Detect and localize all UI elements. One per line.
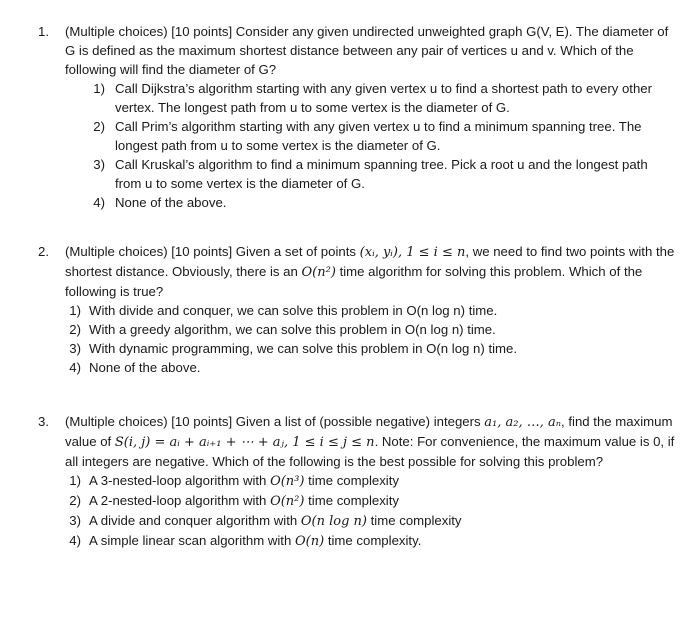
question-text bbox=[65, 242, 677, 301]
question-text-part-3: time algorithm for solving this problem. Which of the following is true? bbox=[65, 264, 643, 299]
option-text-post: time complexity bbox=[304, 473, 399, 488]
option-number: 3) bbox=[69, 341, 81, 356]
math-complexity: O(n²) bbox=[301, 265, 336, 280]
answer-option-1[interactable] bbox=[65, 471, 665, 491]
answer-option-4[interactable] bbox=[65, 531, 665, 551]
option-number: 2) bbox=[69, 493, 81, 508]
option-text-pre: A simple linear scan algorithm with bbox=[89, 533, 295, 548]
question-number: 2. bbox=[38, 244, 49, 259]
question-text: (Multiple choices) [10 points] Consider any given undirected unweighted graph G(V, E). The diameter of G is defined as the maximum shortest distance between any pair of vertices u and v. Which of the following will find the diameter of G? bbox=[65, 24, 669, 77]
answer-option-1[interactable] bbox=[85, 79, 660, 117]
math-sum-definition: S(i, j) = aᵢ + aᵢ₊₁ + ⋯ + aⱼ, 1 ≤ i ≤ j ≤ n bbox=[114, 435, 375, 450]
answer-option-3[interactable] bbox=[85, 155, 660, 193]
question-text-part-2: , we need to find two points with the shortest distance. Obviously, there is an bbox=[65, 244, 675, 279]
question-text bbox=[65, 412, 677, 471]
question-1 bbox=[38, 22, 678, 212]
question-number: 1. bbox=[38, 24, 49, 39]
option-text: None of the above. bbox=[115, 195, 227, 210]
question-text-part-1: (Multiple choices) [10 points] Given a list of (possible negative) integers bbox=[65, 414, 485, 429]
option-text: None of the above. bbox=[89, 360, 201, 375]
option-math: O(n log n) bbox=[300, 514, 367, 529]
option-text: With divide and conquer, we can solve this problem in O(n log n) time. bbox=[89, 303, 498, 318]
option-math: O(n²) bbox=[270, 494, 305, 509]
answer-option-2[interactable] bbox=[85, 117, 660, 155]
option-number: 1) bbox=[69, 473, 81, 488]
option-number: 3) bbox=[93, 157, 105, 172]
option-number: 2) bbox=[93, 119, 105, 134]
math-integer-list: a₁, a₂, …, aₙ bbox=[484, 415, 562, 430]
option-text: Call Dijkstra’s algorithm starting with any given vertex u to find a shortest path to every other vertex. The longest path from u to some vertex is the diameter of G. bbox=[115, 81, 653, 115]
option-number: 2) bbox=[69, 322, 81, 337]
option-number: 1) bbox=[69, 303, 81, 318]
option-math: O(n³) bbox=[270, 474, 305, 489]
question-text-part-1: (Multiple choices) [10 points] Given a set of points bbox=[65, 244, 360, 259]
option-text-pre: A 3-nested-loop algorithm with bbox=[89, 473, 271, 488]
option-number: 4) bbox=[93, 195, 105, 210]
answer-option-4[interactable] bbox=[65, 358, 665, 377]
option-text-pre: A 2-nested-loop algorithm with bbox=[89, 493, 271, 508]
option-number: 4) bbox=[69, 360, 81, 375]
option-text-post: time complexity bbox=[366, 513, 462, 528]
option-text-post: time complexity bbox=[304, 493, 399, 508]
option-text: Call Kruskal’s algorithm to find a minimum spanning tree. Pick a root u and the longest path from u to some vertex is the diameter of G. bbox=[115, 157, 648, 191]
question-text-part-3: . Note: For convenience, the maximum value is 0, if all integers are negative. Which of the following is the best possible for solving this problem? bbox=[65, 434, 675, 469]
answer-option-3[interactable] bbox=[65, 511, 665, 531]
option-text: With a greedy algorithm, we can solve this problem in O(n log n) time. bbox=[89, 322, 496, 337]
question-number: 3. bbox=[38, 414, 49, 429]
answer-option-1[interactable] bbox=[65, 301, 665, 320]
question-3 bbox=[38, 412, 678, 551]
math-points-range: (xᵢ, yᵢ), 1 ≤ i ≤ n bbox=[359, 245, 466, 260]
option-text-post: time complexity. bbox=[324, 533, 422, 548]
answer-option-2[interactable] bbox=[65, 491, 665, 511]
option-text: With dynamic programming, we can solve this problem in O(n log n) time. bbox=[89, 341, 518, 356]
answer-options bbox=[85, 79, 660, 212]
question-text-part-2: , find the maximum value of bbox=[65, 414, 673, 449]
option-math: O(n) bbox=[294, 534, 325, 549]
option-number: 3) bbox=[69, 513, 81, 528]
question-2 bbox=[38, 242, 678, 377]
option-text: Call Prim’s algorithm starting with any given vertex u to find a minimum spanning tree. The longest path from u to some vertex is the diameter of G. bbox=[115, 119, 642, 153]
answer-option-2[interactable] bbox=[65, 320, 665, 339]
answer-option-3[interactable] bbox=[65, 339, 665, 358]
answer-options bbox=[65, 301, 665, 377]
answer-option-4[interactable] bbox=[85, 193, 660, 212]
answer-options bbox=[65, 471, 665, 551]
option-number: 4) bbox=[69, 533, 81, 548]
option-number: 1) bbox=[93, 81, 105, 96]
option-text-pre: A divide and conquer algorithm with bbox=[89, 513, 301, 528]
